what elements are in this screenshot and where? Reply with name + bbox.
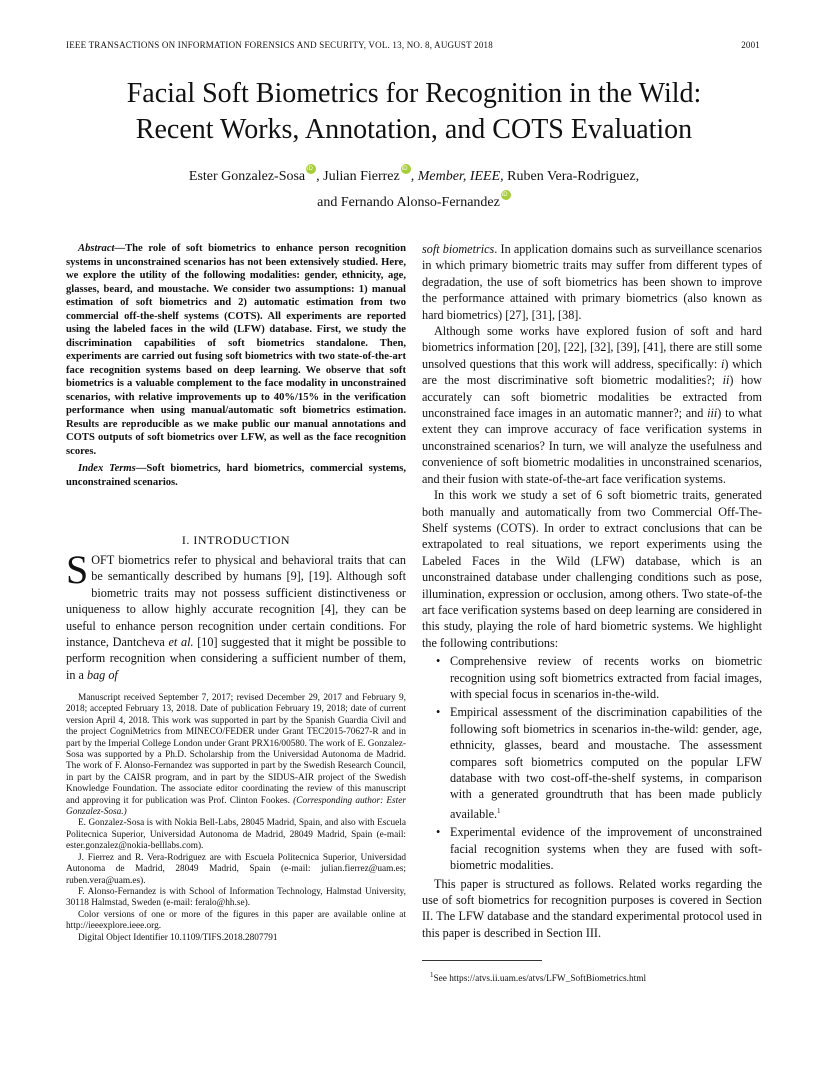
right-column [422, 241, 762, 941]
intro-text-2: [10] suggested that it might be possible to perform recognition when considering a sufficient number of them, in a [66, 635, 406, 682]
footnote-1 [430, 970, 760, 986]
footnote-manuscript: Manuscript received September 7, 2017; revised December 29, 2017 and February 9, 2018; accepted February 13, 2018. Date of publication February 19, 2018; date of current version April 4, 2018. This work was supported in part by the Spanish Guardia Civil and the project CogniMetrics from MINECO/FEDER under Grant TEC2015-70627-R and in part by the Imperial College London under Grant PRX16/00580. The work of E. Gonzalez-Sosa was supported by a Ph.D. Scholarship from the Universidad Autonoma de Madrid. The work of F. Alonso-Fernandez was supported in part by the Swedish Research Council, in part by the CAISR program, and in part by the SIDUS-AIR project of the Swedish Knowledge Foundation. The associate editor coordinating the review of this manuscript and approving it for publication was Prof. Clinton Fookes. [66, 693, 406, 806]
author-4: and Fernando Alonso-Fernandez [317, 195, 500, 210]
intro-etal: et al. [168, 635, 194, 650]
orcid-icon[interactable] [501, 190, 511, 200]
footnote-doi: Digital Object Identifier 10.1109/TIFS.2018.2807791 [78, 932, 278, 943]
orcid-icon[interactable] [306, 164, 316, 174]
footnote-affil-3: F. Alonso-Fernandez is with School of Information Technology, Halmstad University, 30118 Halmstad, Sweden (e-mail: feralo@hh.se). [66, 886, 406, 909]
author-2: , Julian Fierrez [316, 169, 400, 184]
author-3: , Ruben Vera-Rodriguez, [500, 169, 640, 184]
intro-bag-of: bag of [86, 667, 118, 682]
item-ii: ii [722, 373, 730, 388]
right-para-2d: ) to what extent they can improve accuracy of face verification systems in unconstrained scenarios? In turn, we will analyze the usefulness and convenience of soft biometric modalities in unconstrained scenarios, and their fusion with state-of-the-art face verification systems. [422, 406, 762, 486]
contribution-item: • Experimental evidence of the improvement of unconstrained facial recognition systems when they are fused with soft-biometric modalities. [434, 824, 762, 873]
author-2-membership: , Member, IEEE [410, 169, 501, 184]
index-terms-text: —Soft biometrics, hard biometrics, commercial systems, unconstrained scenarios. [66, 463, 406, 488]
footnote-color-versions: Color versions of one or more of the figures in this paper are available online at http://ieeexplore.ieee.org. [66, 909, 406, 932]
right-para-2a: Although some works have explored fusion of soft and hard biometrics information [20], [22], [32], [39], [41], there are still some unsolved questions that this work will address, specifically: [422, 324, 762, 371]
right-para-2b: ) which are the most discriminative soft biometric modalities?; [422, 356, 762, 388]
right-para-3: In this work we study a set of 6 soft biometric traits, generated both manually and automatically from two Commercial Off-The-Shelf systems (COTS). In order to extract conclusions that can be extrapolated to real situations, we report experiments using the Labeled Faces in the Wild (LFW) database, which is an unconstrained database under challenging conditions such as pose, illumination, expression or occlusion, among others. Two state-of-the art face verification systems based on deep learning are considered in this study, playing the role of hard biometric systems. We highlight the following contributions: [422, 488, 762, 650]
right-para-2c: ) how accurately can soft biometric modalities be extracted from unconstrained face images in an automatic manner?; and [422, 373, 762, 421]
footnote-affil-2: J. Fierrez and R. Vera-Rodriguez are with Escuela Politecnica Superior, Universidad Autonoma de Madrid, 28049 Madrid, Spain (e-mail: julian.fierrez@uam.es; ruben.vera@uam.es). [66, 852, 406, 886]
author-list [0, 164, 828, 216]
author-1: Ester Gonzalez-Sosa [188, 169, 306, 184]
paper-title [0, 76, 828, 148]
contribution-text: Empirical assessment of the discrimination capabilities of the following soft biometrics in scenarios in-the-wild: gender, age, ethnicity, glasses, beard and moustache. The assessment compares soft biometrics computed on the popular LFW database with two cost-off-the-shelf systems, in comparison with a generated groundtruth that has been made publicly available. [450, 705, 762, 821]
footnote-1-text[interactable]: See https://atvs.ii.uam.es/atvs/LFW_SoftBiometrics.html [433, 974, 647, 985]
title-line-2: Recent Works, Annotation, and COTS Evaluation [135, 114, 693, 145]
abstract-label: Abstract [78, 243, 115, 254]
manuscript-footnote [66, 693, 406, 944]
footnote-corresponding: (Corresponding author: Ester Gonzalez-Sosa.) [66, 795, 407, 818]
item-iii: iii [707, 406, 718, 421]
journal-header: IEEE TRANSACTIONS ON INFORMATION FORENSICS AND SECURITY, VOL. 13, NO. 8, AUGUST 2018 [66, 40, 493, 50]
item-i: i [721, 356, 725, 371]
intro-text-1: OFT biometrics refer to physical and behavioral traits that can be semantically described by humans [9], [19]. Although soft biometric traits may not possess sufficient distinctiveness or uniqueness to allow highly accurate recognition [4], they can be useful to enhance person recognition under certain conditions. For instance, Dantcheva [66, 553, 406, 650]
footnote-affil-1: E. Gonzalez-Sosa is with Nokia Bell-Labs, 28045 Madrid, Spain, and also with Escuela Politecnica Superior, Universidad Autonoma de Madrid, 28049 Madrid, Spain (e-mail: ester.gonzalez@nokia-belllabs.com). [66, 818, 406, 852]
contribution-item [434, 704, 762, 822]
abstract [66, 242, 406, 489]
page-number: 2001 [741, 40, 760, 50]
soft-biometrics-italic: soft biometrics [422, 242, 495, 256]
drop-cap: S [66, 547, 89, 592]
right-para-1: . In application domains such as surveillance scenarios in which primary biometric traits may suffer from different types of degradation, the use of soft biometrics has been shown to improve the performance attained with primary biometrics (also known as hard biometrics) [27], [31], [38]. [422, 242, 762, 322]
footnote-1-mark: 1 [430, 971, 434, 979]
right-para-4: This paper is structured as follows. Related works regarding the use of soft biometrics for recognition purposes is covered in Section II. The LFW database and the standard experimental protocol used in this paper is described in Section III. [422, 876, 762, 940]
contributions-list [434, 653, 762, 873]
footnote-rule [422, 960, 542, 961]
contribution-item: • Comprehensive review of recents works on biometric recognition using soft biometrics extracted from facial images, with special focus in scenarios in-the-wild. [434, 653, 762, 702]
title-line-1: Facial Soft Biometrics for Recognition in the Wild: [126, 78, 702, 109]
orcid-icon[interactable] [401, 164, 411, 174]
section-heading-introduction: I. INTRODUCTION [181, 533, 291, 547]
intro-paragraph [66, 547, 406, 683]
footnote-marker[interactable]: 1 [497, 806, 501, 815]
abstract-text: —The role of soft biometrics to enhance person recognition systems in unconstrained scenarios has not been extensively studied. Here, we explore the utility of the following modalities: gender, ethnicity, age, glasses, beard, and moustache. We consider two assumptions: 1) manual estimation of soft biometrics and 2) automatic estimation from two commercial off-the-shelf systems (COTS). All experiments are reported using the labeled faces in the wild (LFW) database. First, we study the discrimination capabilities of soft biometrics standalone. Then, experiments are carried out fusing soft biometrics with two state-of-the-art face recognition systems based on deep learning. We observe that soft biometrics is a valuable complement to the face modality in unconstrained scenarios, with relative improvements up to 40%/15% in the verification performance when using manual/automatic soft biometrics estimation. Results are reproducible as we make public our manual annotations and COTS outputs of soft biometrics over LFW, as well as the face recognition scores. [66, 243, 406, 457]
index-terms-label: Index Terms [78, 463, 136, 474]
